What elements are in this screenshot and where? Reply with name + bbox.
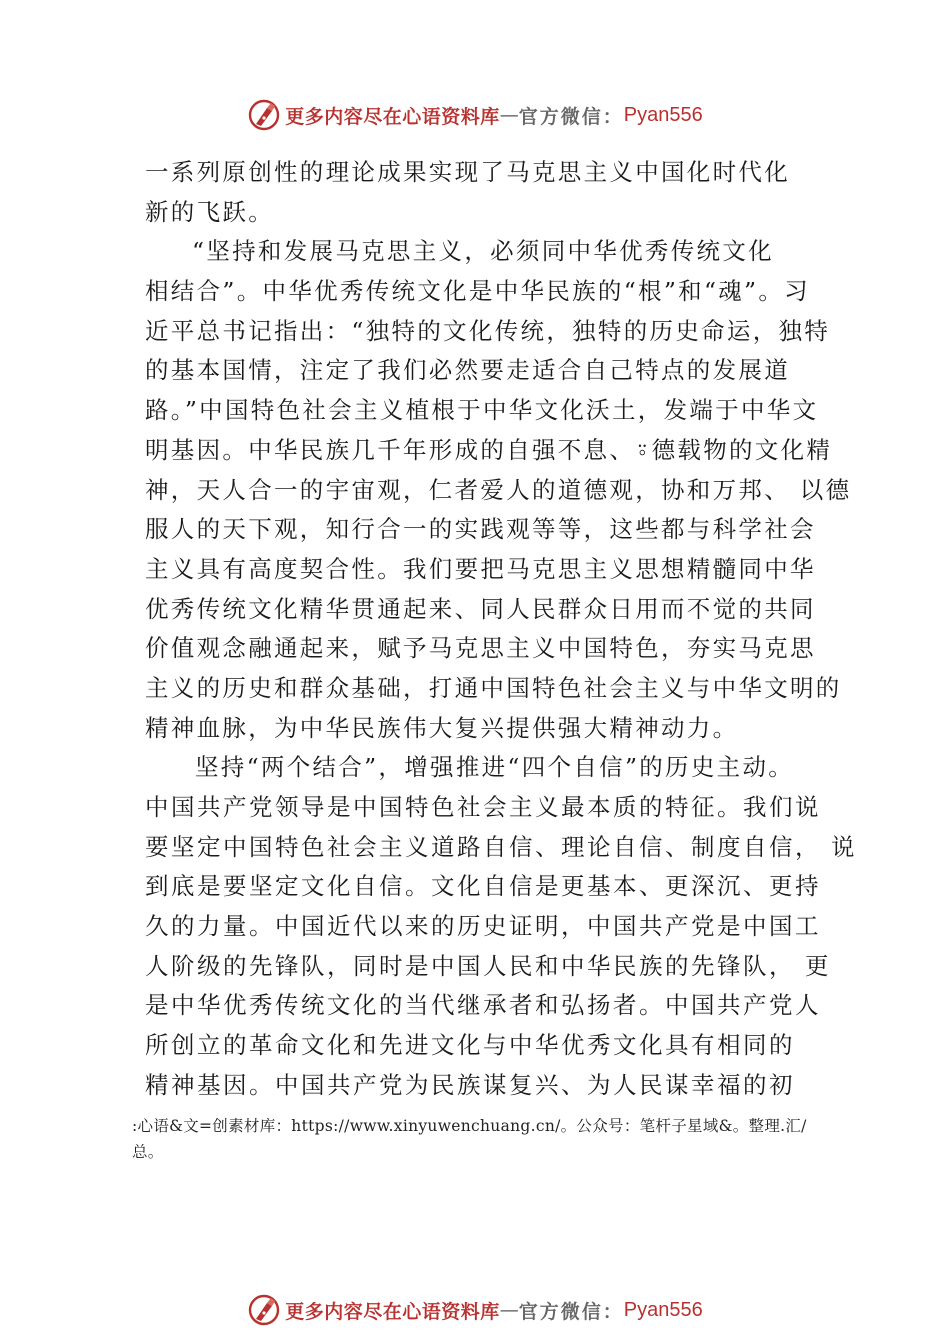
body-line: 人阶级的先锋队，同时是中国人民和中华民族的先锋队， 更	[145, 951, 831, 980]
pen-nib-in-circle-icon	[247, 98, 281, 132]
body-line: 近平总书记指出：“独特的文化传统，独特的历史命运，独特	[145, 316, 831, 345]
body-line: 一系列原创性的理论成果实现了马克思主义中国化时代化	[145, 158, 790, 186]
source-note	[132, 1113, 842, 1165]
body-line: 到底是要坚定文化自信。文化自信是更基本、更深沉、更持	[145, 872, 821, 901]
body-line: 所创立的革命文化和先进文化与中华优秀文化具有相同的	[145, 1031, 795, 1060]
body-line: 主义具有高度契合性。我们要把马克思主义思想精髓同中华	[145, 554, 816, 583]
body-line: 是中华优秀传统文化的当代继承者和弘扬者。中国共产党人	[145, 991, 821, 1020]
body-line: 精神基因。中国共产党为民族谋复兴、为人民谋幸福的初	[145, 1070, 795, 1099]
pen-nib-in-circle-icon	[247, 1293, 281, 1327]
body-line: 相结合”。中华优秀传统文化是中华民族的“根”和“魂”。习	[145, 277, 810, 306]
body-line: 的基本国情，注定了我们必然要走适合自己特点的发展道	[145, 356, 790, 385]
wechat-id: Pyan556	[623, 103, 703, 126]
body-line: 久的力量。中国近代以来的历史证明，中国共产党是中国工	[145, 912, 821, 941]
body-line: 服人的天下观，知行合一的实践观等等，这些都与科学社会	[145, 515, 816, 544]
wechat-label: 官方微信：	[518, 1300, 624, 1323]
wechat-id: Pyan556	[623, 1298, 703, 1321]
body-line: 精神血脉，为中华民族伟大复兴提供强大精神动力。	[145, 713, 739, 742]
wechat-label: 官方微信：	[518, 105, 624, 128]
footer-banner	[0, 1288, 950, 1332]
section-heading-line: 坚持“两个结合”，增强推进“四个自信”的历史主动。	[195, 753, 795, 782]
body-line: 主义的历史和群众基础，打通中国特色社会主义与中华文明的	[145, 673, 842, 702]
body-line: 路。”中国特色社会主义植根于中华文化沃土，发端于中华文	[145, 396, 819, 425]
header-banner	[0, 93, 950, 137]
body-line: 价值观念融通起来，赋予马克思主义中国特色，夯实马克思	[145, 634, 816, 663]
body-line: 中国共产党领导是中国特色社会主义最本质的特征。我们说	[145, 793, 821, 821]
brand-text: 更多内容尽在心语资料库	[285, 105, 500, 128]
banner-separator: —	[499, 104, 519, 126]
source-note-line: :心语&文=创素材库：https://www.xinyuwenchuang.cn/。公众号：笔杆子星域&。整理.汇/	[132, 1117, 807, 1135]
source-note-line: 总。	[132, 1143, 164, 1161]
document-body	[145, 153, 857, 1106]
body-line: 要坚定中国特色社会主义道路自信、理论自信、制度自信， 说	[145, 832, 857, 861]
body-line: 优秀传统文化精华贯通起来、同人民群众日用而不觉的共同	[145, 594, 816, 623]
body-line: “坚持和发展马克思主义，必须同中华优秀传统文化	[192, 237, 774, 266]
body-line: 新的飞跃。	[145, 197, 274, 226]
brand-text: 更多内容尽在心语资料库	[285, 1300, 500, 1323]
body-line: 神，天人合一的宇宙观，仁者爱人的道德观，协和万邦、 以德	[145, 475, 852, 504]
body-line: 明基因。中华民族几千年形成的自强不息、⍤德载物的文化精	[145, 435, 833, 464]
banner-separator: —	[499, 1299, 519, 1321]
